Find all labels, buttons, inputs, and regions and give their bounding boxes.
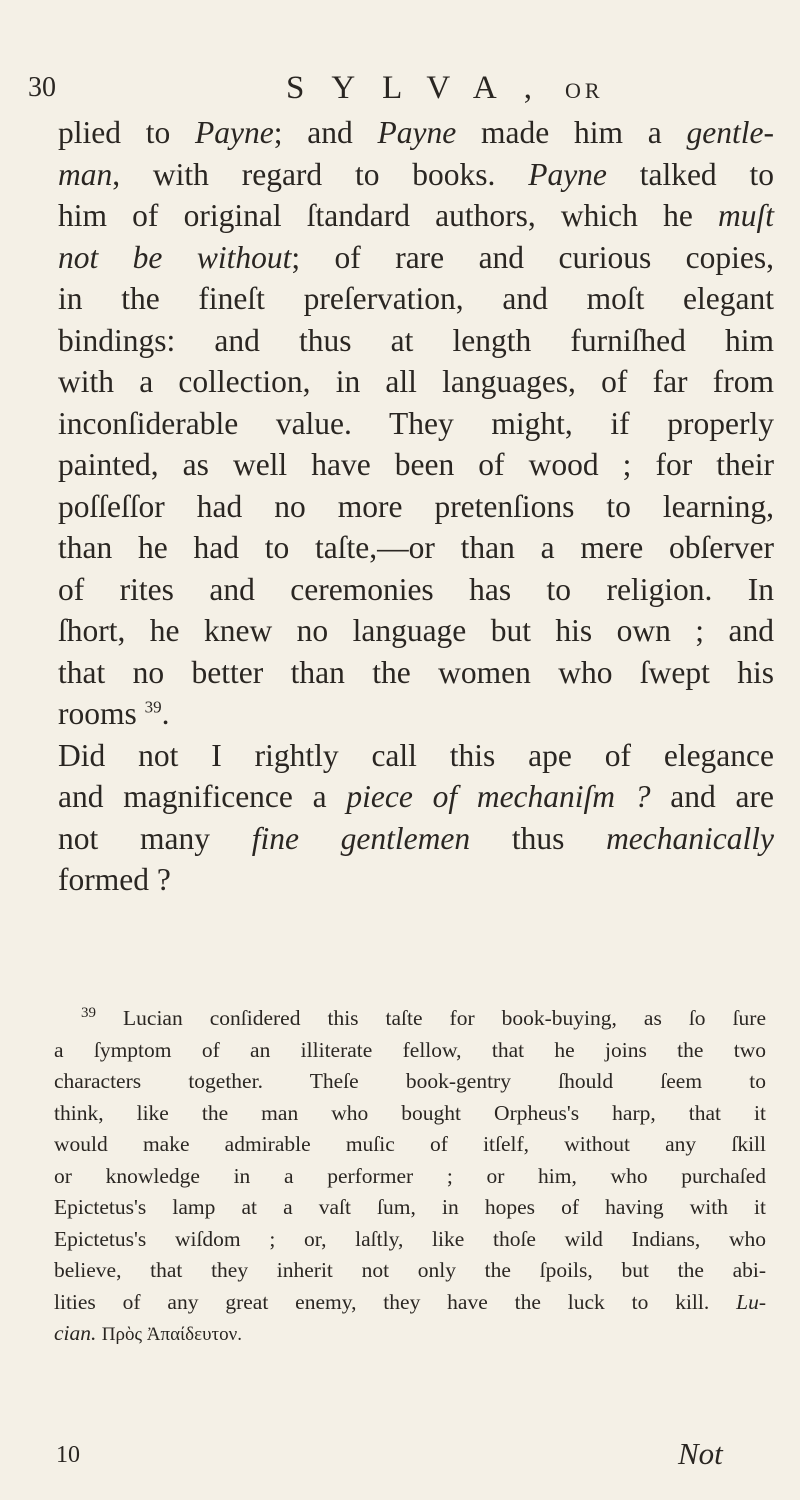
running-title-suffix: OR — [564, 78, 604, 103]
text-line: and magnificence a piece of mechaniſm ? and are — [58, 779, 774, 814]
text-line: formed ? — [58, 862, 171, 897]
footnote-line: Epictetus's wiſdom ; or, laſtly, like thoſe wild Indians, who — [54, 1226, 766, 1251]
footnote — [54, 1003, 766, 1350]
text-line: than he had to taſte,—or than a mere obſerver — [58, 530, 774, 565]
footnote-line: Epictetus's lamp at a vaſt ſum, in hopes of having with it — [54, 1195, 766, 1219]
text-line: bindings: and thus at length furniſhed him — [58, 322, 774, 358]
text-line: not many fine gentlemen thus mechanically — [58, 820, 774, 856]
text-line: painted, as well have been of wood ; for their — [58, 447, 774, 482]
footnote-line: characters together. Theſe book-gentry ſhould ſeem to — [54, 1069, 766, 1093]
footnote-line: think, like the man who bought Orpheus's harp, that it — [54, 1100, 766, 1125]
running-header — [28, 70, 604, 110]
text-line: plied to Payne; and Payne made him a gentle- — [58, 115, 774, 150]
footnote-line: $^{39}$ Lucian conſidered this taſte for book-buying, as ſo ſure — [81, 1004, 766, 1030]
running-title — [286, 70, 604, 107]
footnote-reference[interactable]: 39 — [144, 697, 162, 717]
footnote-line: lities of any great enemy, they have the luck to kill. Lu- — [54, 1289, 766, 1314]
text-line: with a collection, in all languages, of far from — [58, 364, 774, 399]
text-line: not be without; of rare and curious copies, — [58, 239, 774, 275]
text-line: inconſiderable value. They might, if properly — [58, 405, 774, 441]
main-text — [58, 112, 774, 901]
page-footer — [54, 1436, 772, 1482]
footnote-line: a ſymptom of an illiterate fellow, that he joins the two — [54, 1037, 766, 1062]
catchword: Not — [678, 1436, 723, 1471]
text-line: ſhort, he knew no language but his own ; and — [58, 613, 774, 648]
footnote-line: believe, that they inherit not only the ſpoils, but the abi- — [54, 1258, 766, 1282]
footnote-marker: 39 — [81, 1004, 96, 1021]
page-number: 30 — [28, 72, 56, 103]
text-line: of rites and ceremonies has to religion. In — [58, 571, 774, 607]
footnote-line: would make admirable muſic of itſelf, without any ſkill — [54, 1132, 766, 1156]
text-line: in the fineſt preſervation, and moſt elegant — [58, 281, 774, 316]
text-line: man, with regard to books. Payne talked to — [58, 156, 774, 192]
footnote-line: or knowledge in a performer ; or him, who purchaſed — [54, 1163, 766, 1188]
running-title-main: SYLVA, — [286, 70, 559, 106]
text-line: poſſeſſor had no more pretenſions to learning, — [58, 488, 774, 524]
text-line: rooms $^{39}$. — [58, 696, 170, 731]
signature-mark: 10 — [56, 1442, 80, 1468]
text-line: that no better than the women who ſwept his — [58, 654, 774, 690]
footnote-source: cian. Πρὸς Ἀπαίδευτον. — [54, 1321, 242, 1345]
text-line: Did not I rightly call this ape of elegance — [58, 737, 774, 773]
text-line: him of original ſtandard authors, which he muſt — [58, 198, 774, 233]
